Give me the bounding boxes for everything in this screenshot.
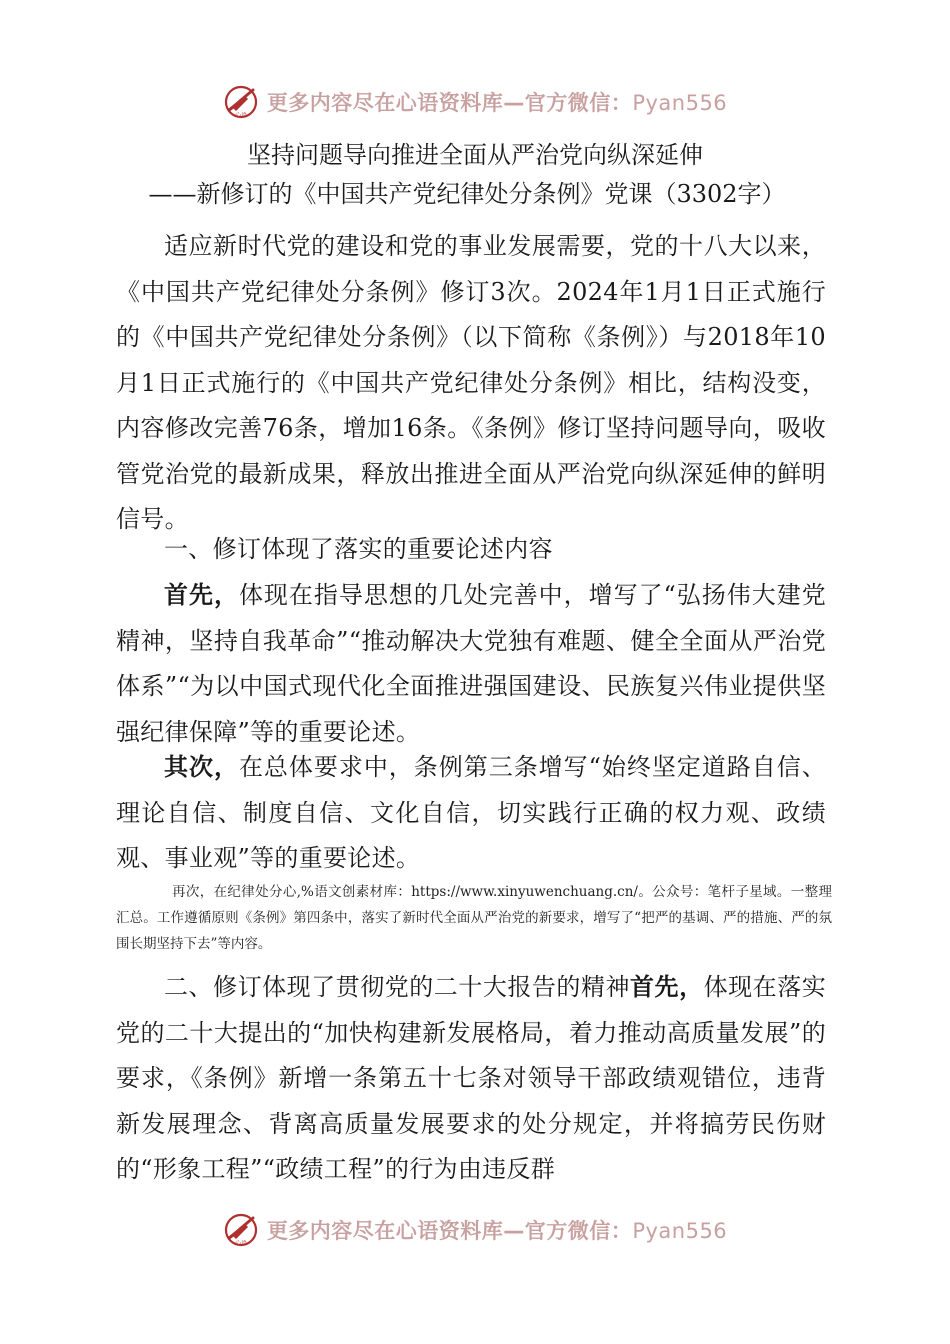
point-2-body: 在总体要求中，条例第三条增写“始终坚定道路自信、理论自信、制度自信、文化自信，切实践行正确的权力观、政绩观、事业观”等的重要论述。 bbox=[116, 753, 826, 872]
point-1-body: 体现在指导思想的几处完善中，增写了“弘扬伟大建党精神，坚持自我革命”“推动解决大党独有难题、健全全面从严治党体系”“为以中国式现代化全面推进强国建设、民族复兴伟业提供坚强纪律保障”等的重要论述。 bbox=[116, 581, 826, 746]
document-title: 坚持问题导向推进全面从严治党向纵深延伸 bbox=[247, 141, 703, 169]
watermark-text: 更多内容尽在心语资料库—官方微信：Pyan556 bbox=[266, 91, 728, 115]
pen-logo-icon bbox=[223, 1212, 259, 1248]
wechat-id: Pyan556 bbox=[632, 1219, 728, 1243]
section-1-point-1 bbox=[116, 572, 826, 755]
watermark-footer bbox=[0, 1210, 950, 1250]
svg-text:心语: 心语 bbox=[234, 1240, 247, 1247]
intro-paragraph: 适应新时代党的建设和党的事业发展需要，党的十八大以来，《中国共产党纪律处分条例》修订3次。2024年1月1日正式施行的《中国共产党纪律处分条例》（以下简称《条例》）与2018年10月1日正式施行的《中国共产党纪律处分条例》相比，结构没变，内容修改完善76条，增加16条。《条例》修订坚持问题导向，吸收管党治党的最新成果，释放出推进全面从严治党向纵深延伸的鲜明信号。 bbox=[116, 232, 826, 533]
section-1-heading: 一、修订体现了落实的重要论述内容 bbox=[164, 535, 553, 563]
section-2-paragraph bbox=[116, 964, 826, 1193]
watermark-text: 更多内容尽在心语资料库—官方微信：Pyan556 bbox=[266, 1219, 728, 1243]
section-1-point-2 bbox=[116, 744, 826, 882]
section-1-point-3: 再次，在纪律处分心,%语文创素材库：https://www.xinyuwenchuang.cn/。公众号：笔杆子星域。一整理汇总。工作遵循原则《条例》第四条中，落实了新时代全面从严治党的新要求，增写了“把严的基调、严的措施、严的氛围长期坚持下去”等内容。 bbox=[116, 884, 832, 952]
section-2-body: 体现在落实党的二十大提出的“加快构建新发展格局，着力推动高质量发展”的要求，《条例》新增一条第五十七条对领导干部政绩观错位，违背新发展理念、背离高质量发展要求的处分规定，并将搞劳民伤财的“形象工程”“政绩工程”的行为由违反群 bbox=[116, 973, 827, 1183]
watermark-header bbox=[0, 82, 950, 122]
lead-first: 首先， bbox=[164, 580, 239, 609]
section-2-lead: 首先， bbox=[630, 972, 704, 1001]
pen-logo-icon bbox=[223, 84, 259, 120]
section-2-heading: 二、修订体现了贯彻党的二十大报告的精神 bbox=[164, 973, 631, 1001]
lead-second: 其次， bbox=[164, 752, 239, 781]
svg-text:心语: 心语 bbox=[234, 112, 247, 119]
wechat-id: Pyan556 bbox=[632, 91, 728, 115]
document-subtitle: ——新修订的《中国共产党纪律处分条例》党课（3302字） bbox=[148, 180, 786, 208]
